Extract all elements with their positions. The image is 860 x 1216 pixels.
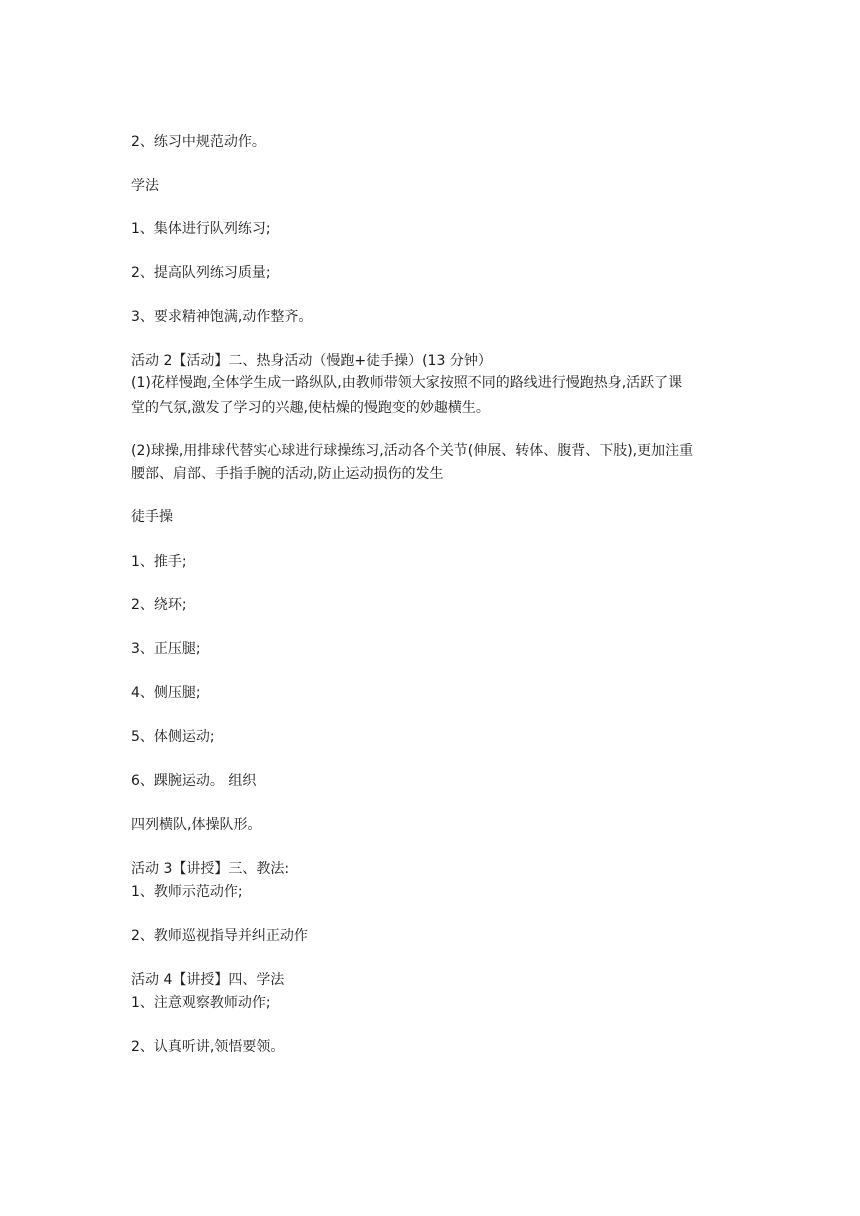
- list-item: 2、认真听讲,领悟要领。: [131, 1039, 285, 1055]
- text-line: 3、要求精神饱满,动作整齐。: [131, 309, 313, 325]
- text-line: (2)球操,用排球代替实心球进行球操练习,活动各个关节(伸展、转体、腹背、下肢),更加注重: [131, 443, 694, 459]
- activity-4-heading: 活动 4【讲授】四、学法: [131, 972, 285, 988]
- list-item: 2、教师巡视指导并纠正动作: [131, 928, 308, 944]
- activity-2-heading: 活动 2【活动】二、热身活动（慢跑+徒手操）(13 分钟）: [131, 353, 492, 369]
- text-line: 四列横队,体操队形。: [131, 817, 262, 833]
- text-line: 堂的气氛,激发了学习的兴趣,使枯燥的慢跑变的妙趣横生。: [131, 400, 490, 416]
- list-item: 1、注意观察教师动作;: [131, 995, 271, 1011]
- section-heading-study-method: 学法: [131, 178, 159, 194]
- text-line: 腰部、肩部、手指手腕的活动,防止运动损伤的发生: [131, 466, 444, 482]
- section-heading-freehand-exercise: 徒手操: [131, 509, 173, 525]
- text-line: (1)花样慢跑,全体学生成一路纵队,由教师带领大家按照不同的路线进行慢跑热身,活跃了课: [131, 375, 683, 391]
- list-item: 1、推手;: [131, 554, 187, 570]
- text-line: 2、提高队列练习质量;: [131, 265, 271, 281]
- list-item: 6、踝腕运动。 组织: [131, 773, 257, 789]
- text-line: 1、集体进行队列练习;: [131, 221, 271, 237]
- list-item: 4、侧压腿;: [131, 685, 201, 701]
- list-item: 2、绕环;: [131, 597, 187, 613]
- list-item: 3、正压腿;: [131, 641, 201, 657]
- activity-3-heading: 活动 3【讲授】三、教法:: [131, 861, 290, 877]
- list-item: 1、教师示范动作;: [131, 884, 243, 900]
- list-item: 5、体侧运动;: [131, 729, 215, 745]
- text-line: 2、练习中规范动作。: [131, 134, 266, 150]
